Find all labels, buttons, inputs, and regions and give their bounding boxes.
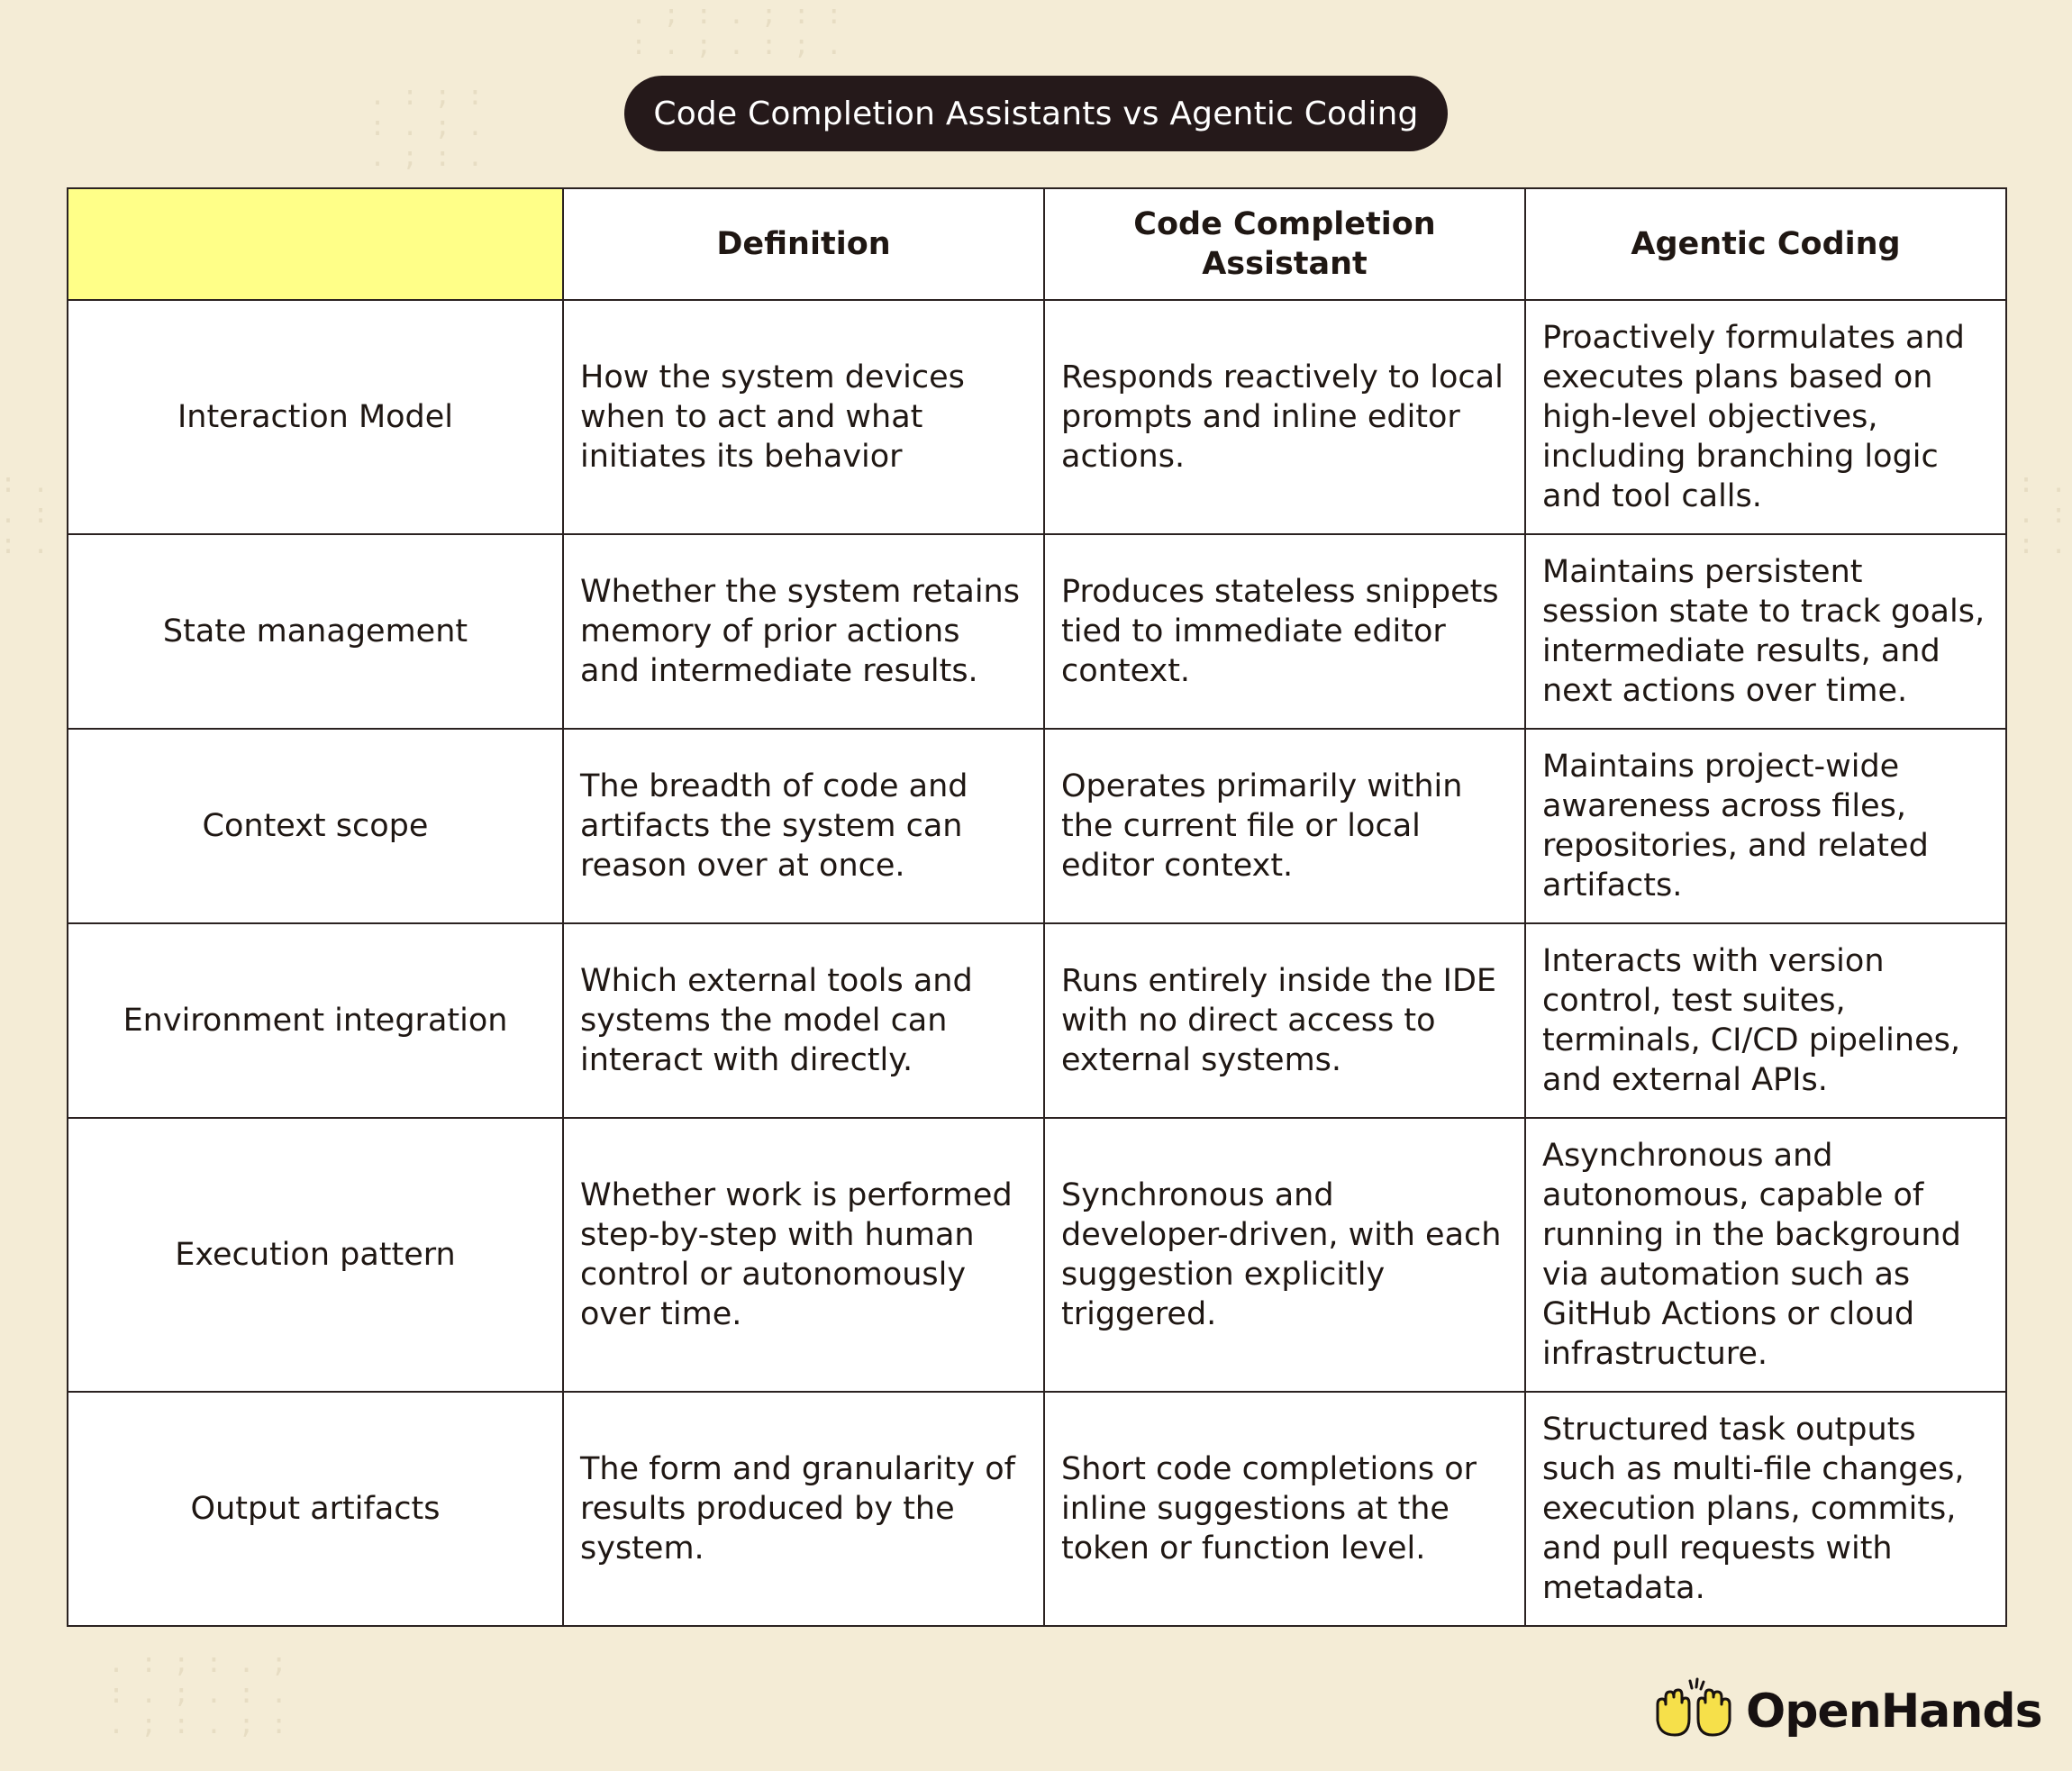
completion-cell: Runs entirely inside the IDE with no direct access to external systems.: [1044, 923, 1525, 1118]
agentic-cell: Asynchronous and autonomous, capable of running in the background via automation such as GitHub Actions or cloud infrastructure.: [1525, 1118, 2006, 1392]
definition-cell: Whether the system retains memory of prior actions and intermediate results.: [563, 534, 1044, 729]
background-texture: . : ; : : . ; . . ; : .: [369, 80, 484, 173]
row-label: Environment integration: [68, 923, 563, 1118]
row-label: Output artifacts: [68, 1392, 563, 1626]
definition-cell: The breadth of code and artifacts the system can reason over at once.: [563, 729, 1044, 923]
page-title: Code Completion Assistants vs Agentic Coding: [624, 76, 1448, 151]
agentic-cell: Interacts with version control, test suites, terminals, CI/CD pipelines, and external APIs.: [1525, 923, 2006, 1118]
row-label: State management: [68, 534, 563, 729]
agentic-cell: Structured task outputs such as multi-file changes, execution plans, commits, and pull requests with metadata.: [1525, 1392, 2006, 1626]
table-row: [68, 1392, 2006, 1626]
header-corner-cell: [68, 188, 563, 300]
agentic-cell: Maintains persistent session state to track goals, intermediate results, and next actions over time.: [1525, 534, 2006, 729]
completion-cell: Produces stateless snippets tied to immediate editor context.: [1044, 534, 1525, 729]
header-definition: Definition: [563, 188, 1044, 300]
brand-name: OpenHands: [1746, 1685, 2042, 1739]
background-texture: : . . : : .: [0, 468, 50, 560]
completion-cell: Responds reactively to local prompts and inline editor actions.: [1044, 300, 1525, 534]
definition-cell: Whether work is performed step-by-step with human control or autonomously over time.: [563, 1118, 1044, 1392]
agentic-cell: Maintains project-wide awareness across files, repositories, and related artifacts.: [1525, 729, 2006, 923]
table-row: [68, 534, 2006, 729]
completion-cell: Operates primarily within the current file or local editor context.: [1044, 729, 1525, 923]
row-label: Context scope: [68, 729, 563, 923]
definition-cell: The form and granularity of results produced by the system.: [563, 1392, 1044, 1626]
agentic-cell: Proactively formulates and executes plans based on high-level objectives, including branching logic and tool calls.: [1525, 300, 2006, 534]
background-texture: . ; : . ; : : : . ; . : ; .: [631, 0, 842, 61]
row-label: Execution pattern: [68, 1118, 563, 1392]
table-row: [68, 300, 2006, 534]
completion-cell: Short code completions or inline suggestions at the token or function level.: [1044, 1392, 1525, 1626]
definition-cell: Which external tools and systems the model can interact with directly.: [563, 923, 1044, 1118]
table-row: [68, 923, 2006, 1118]
table-header-row: [68, 188, 2006, 300]
background-texture: . : ; : . ; : . ; . : . . ; : . ; :: [108, 1648, 287, 1740]
definition-cell: How the system devices when to act and what initiates its behavior: [563, 300, 1044, 534]
comparison-table: [67, 187, 2007, 1627]
openhands-logo: [1652, 1677, 2042, 1746]
header-code-completion-assistant: Code Completion Assistant: [1044, 188, 1525, 300]
raised-hands-icon: [1652, 1677, 1735, 1746]
background-texture: : . . : : .: [2018, 468, 2067, 560]
table-row: [68, 729, 2006, 923]
completion-cell: Synchronous and developer-driven, with each suggestion explicitly triggered.: [1044, 1118, 1525, 1392]
header-agentic-coding: Agentic Coding: [1525, 188, 2006, 300]
row-label: Interaction Model: [68, 300, 563, 534]
table-row: [68, 1118, 2006, 1392]
